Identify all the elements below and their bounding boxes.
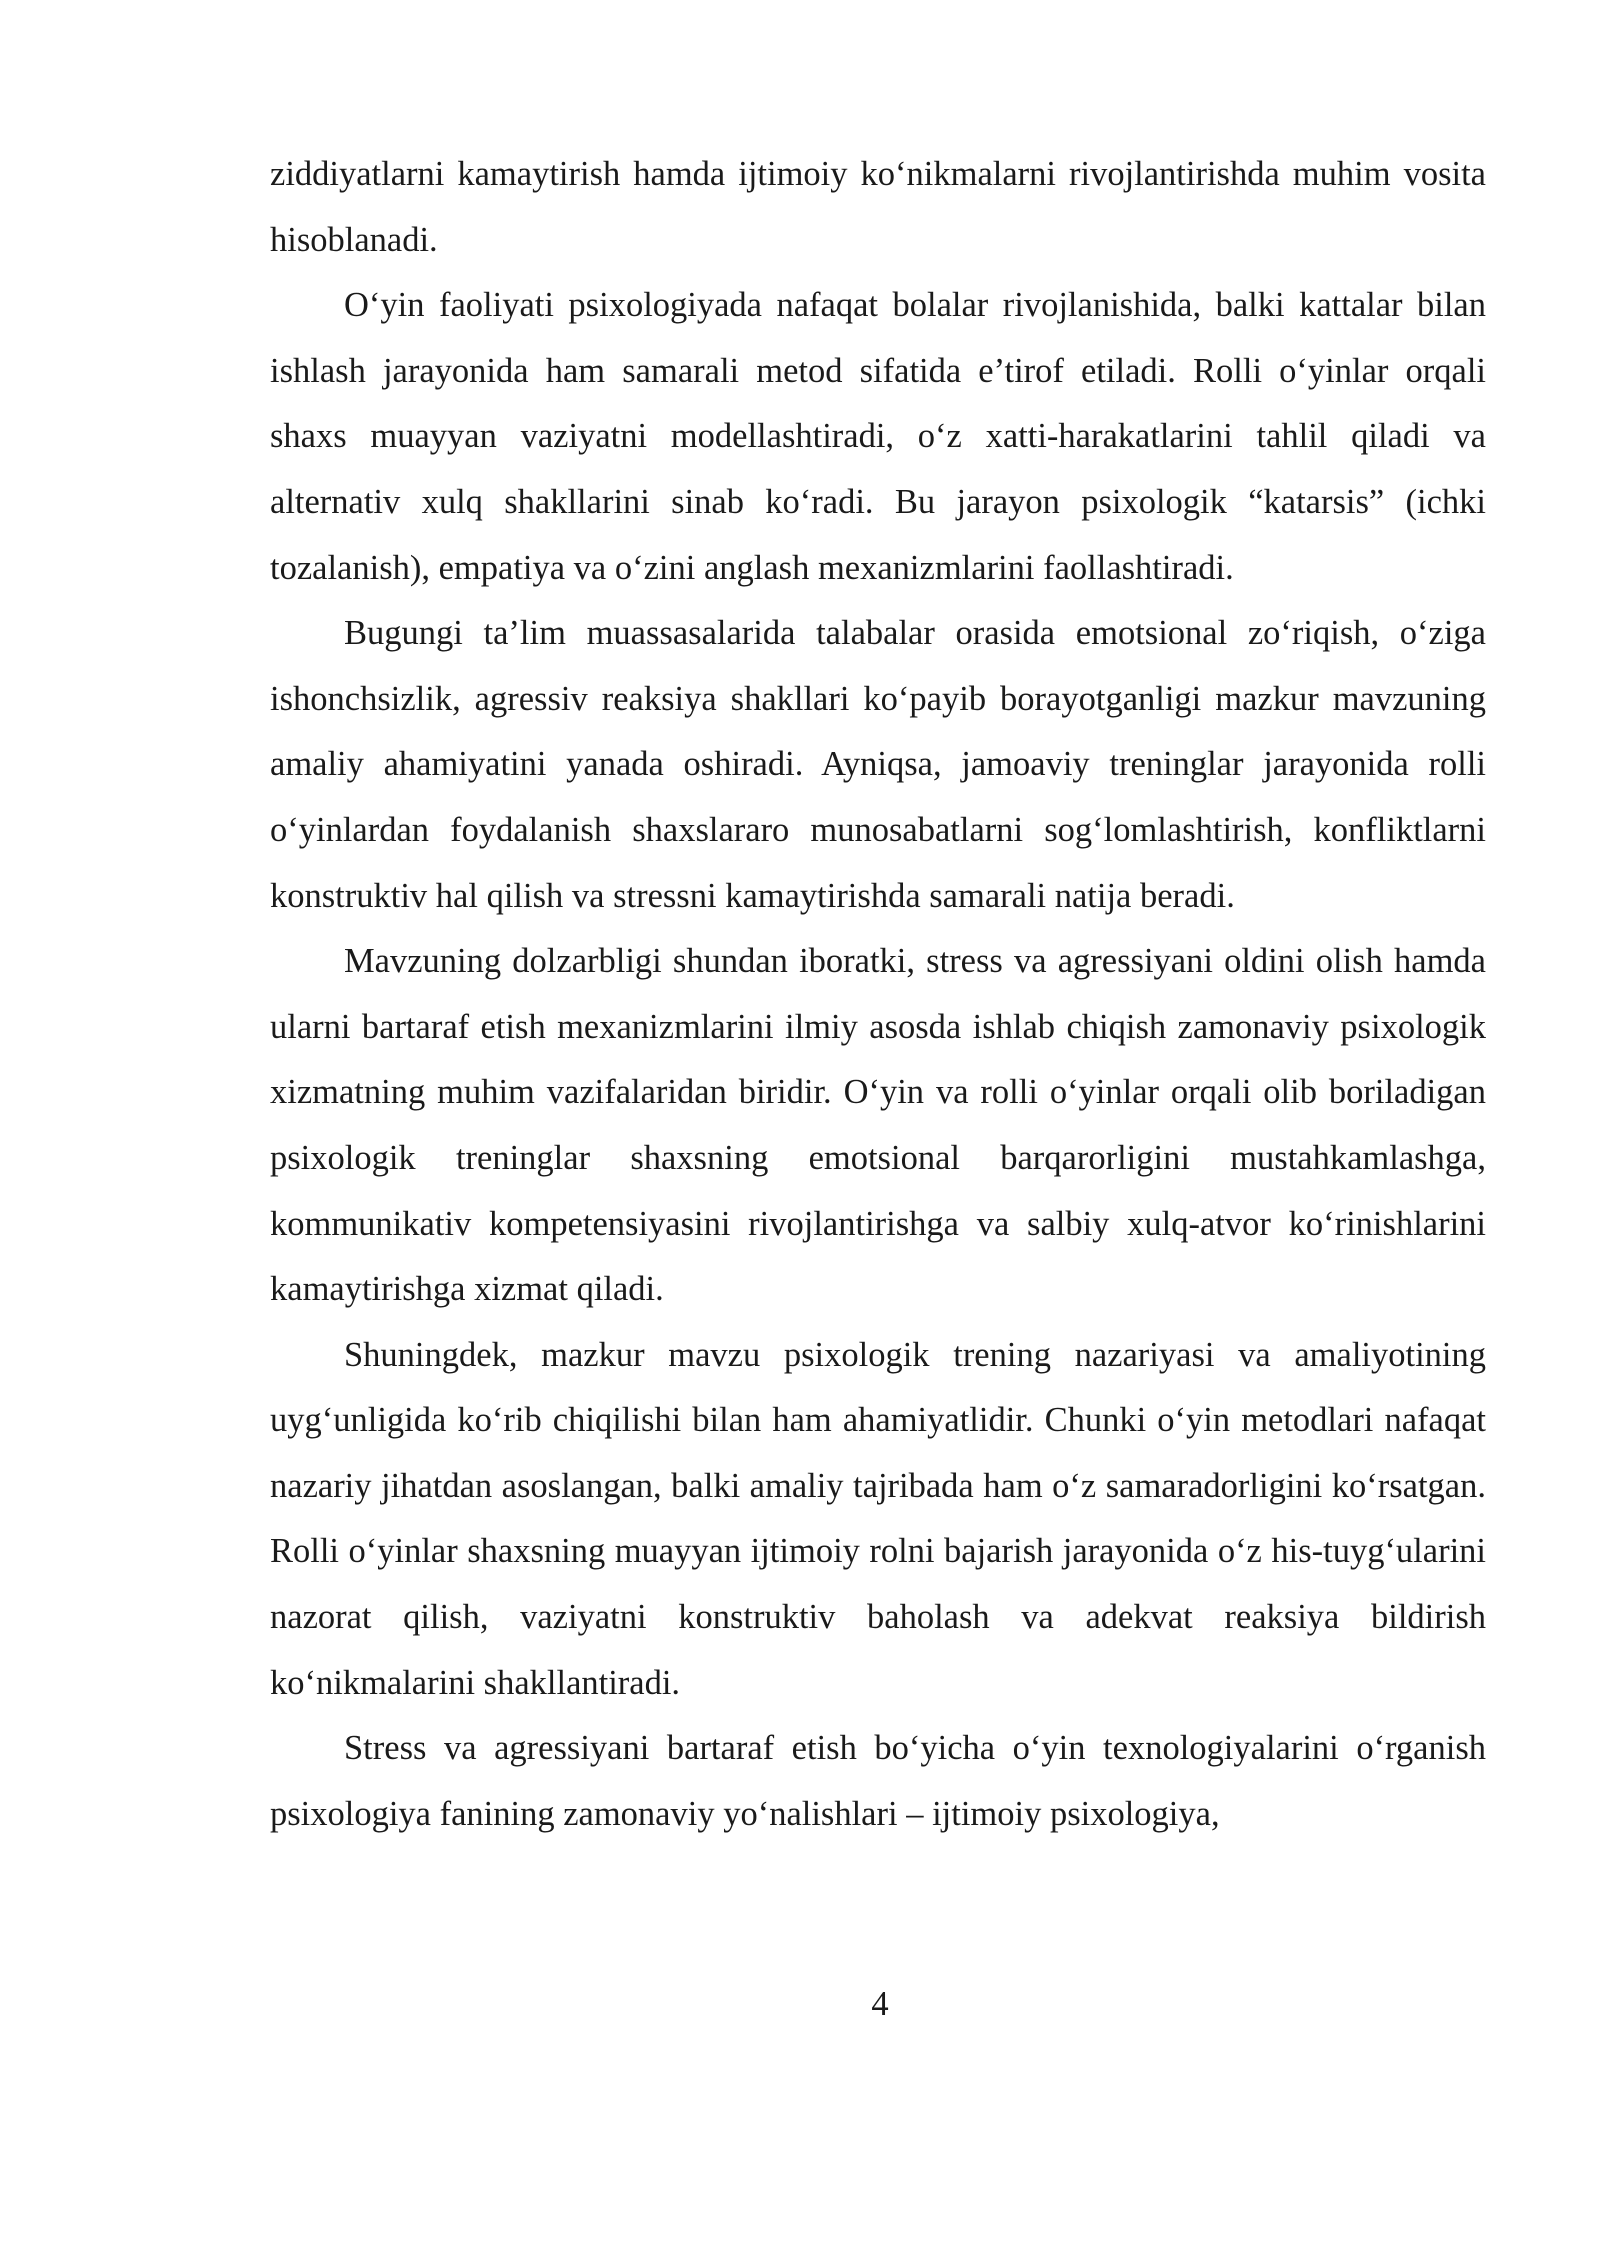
paragraph-2: O‘yin faoliyati psixologiyada nafaqat bolalar rivojlanishida, balki kattalar bilan ishlash jarayonida ham samarali metod sifatida e’tirof etiladi. Rolli o‘yinlar orqali shaxs muayyan vaziyatni modellashtiradi, o‘z xatti-harakatlarini tahlil qiladi va alternativ xulq shakllarini sinab ko‘radi. Bu jarayon psixologik “katarsis” (ichki tozalanish), empatiya va o‘zini anglash mexanizmlarini faollashtiradi. [270,286,1486,587]
paragraph-4: Mavzuning dolzarbligi shundan iboratki, stress va agressiyani oldini olish hamda ularni bartaraf etish mexanizmlarini ilmiy asosda ishlab chiqish zamonaviy psixologik xizmatning muhim vazifalaridan biridir. O‘yin va rolli o‘yinlar orqali olib boriladigan psixologik treninglar shaxsning emotsional barqarorligini mustahkamlashga, kommunikativ kompetensiyasini rivojlantirishga va salbiy xulq-atvor ko‘rinishlarini kamaytirishga xizmat qiladi. [270,942,1486,1309]
paragraph-1: ziddiyatlarni kamaytirish hamda ijtimoiy ko‘nikmalarni rivojlantirishda muhim vosita hisoblanadi. [270,155,1486,259]
page-number: 4 [871,1985,889,2023]
paragraph-6: Stress va agressiyani bartaraf etish bo‘yicha o‘yin texnologiyalarini o‘rganish psixologiya fanining zamonaviy yo‘nalishlari – ijtimoiy psixologiya, [270,1729,1486,1833]
paragraph-5: Shuningdek, mazkur mavzu psixologik trening nazariyasi va amaliyotining uyg‘unligida ko‘rib chiqilishi bilan ham ahamiyatlidir. Chunki o‘yin metodlari nafaqat nazariy jihatdan asoslangan, balki amaliy tajribada ham o‘z samaradorligini ko‘rsatgan. Rolli o‘yinlar shaxsning muayyan ijtimoiy rolni bajarish jarayonida o‘z his-tuyg‘ularini nazorat qilish, vaziyatni konstruktiv baholash va adekvat reaksiya bildirish ko‘nikmalarini shakllantiradi. [270,1335,1486,1702]
body-text [270,142,1486,1847]
paragraph-3: Bugungi ta’lim muassasalarida talabalar orasida emotsional zo‘riqish, o‘ziga ishonchsizlik, agressiv reaksiya shakllari ko‘payib borayotganligi mazkur mavzuning amaliy ahamiyatini yanada oshiradi. Ayniqsa, jamoaviy treninglar jarayonida rolli o‘yinlardan foydalanish shaxslararo munosabatlarni sog‘lomlashtirish, konfliktlarni konstruktiv hal qilish va stressni kamaytirishda samarali natija beradi. [270,614,1486,915]
